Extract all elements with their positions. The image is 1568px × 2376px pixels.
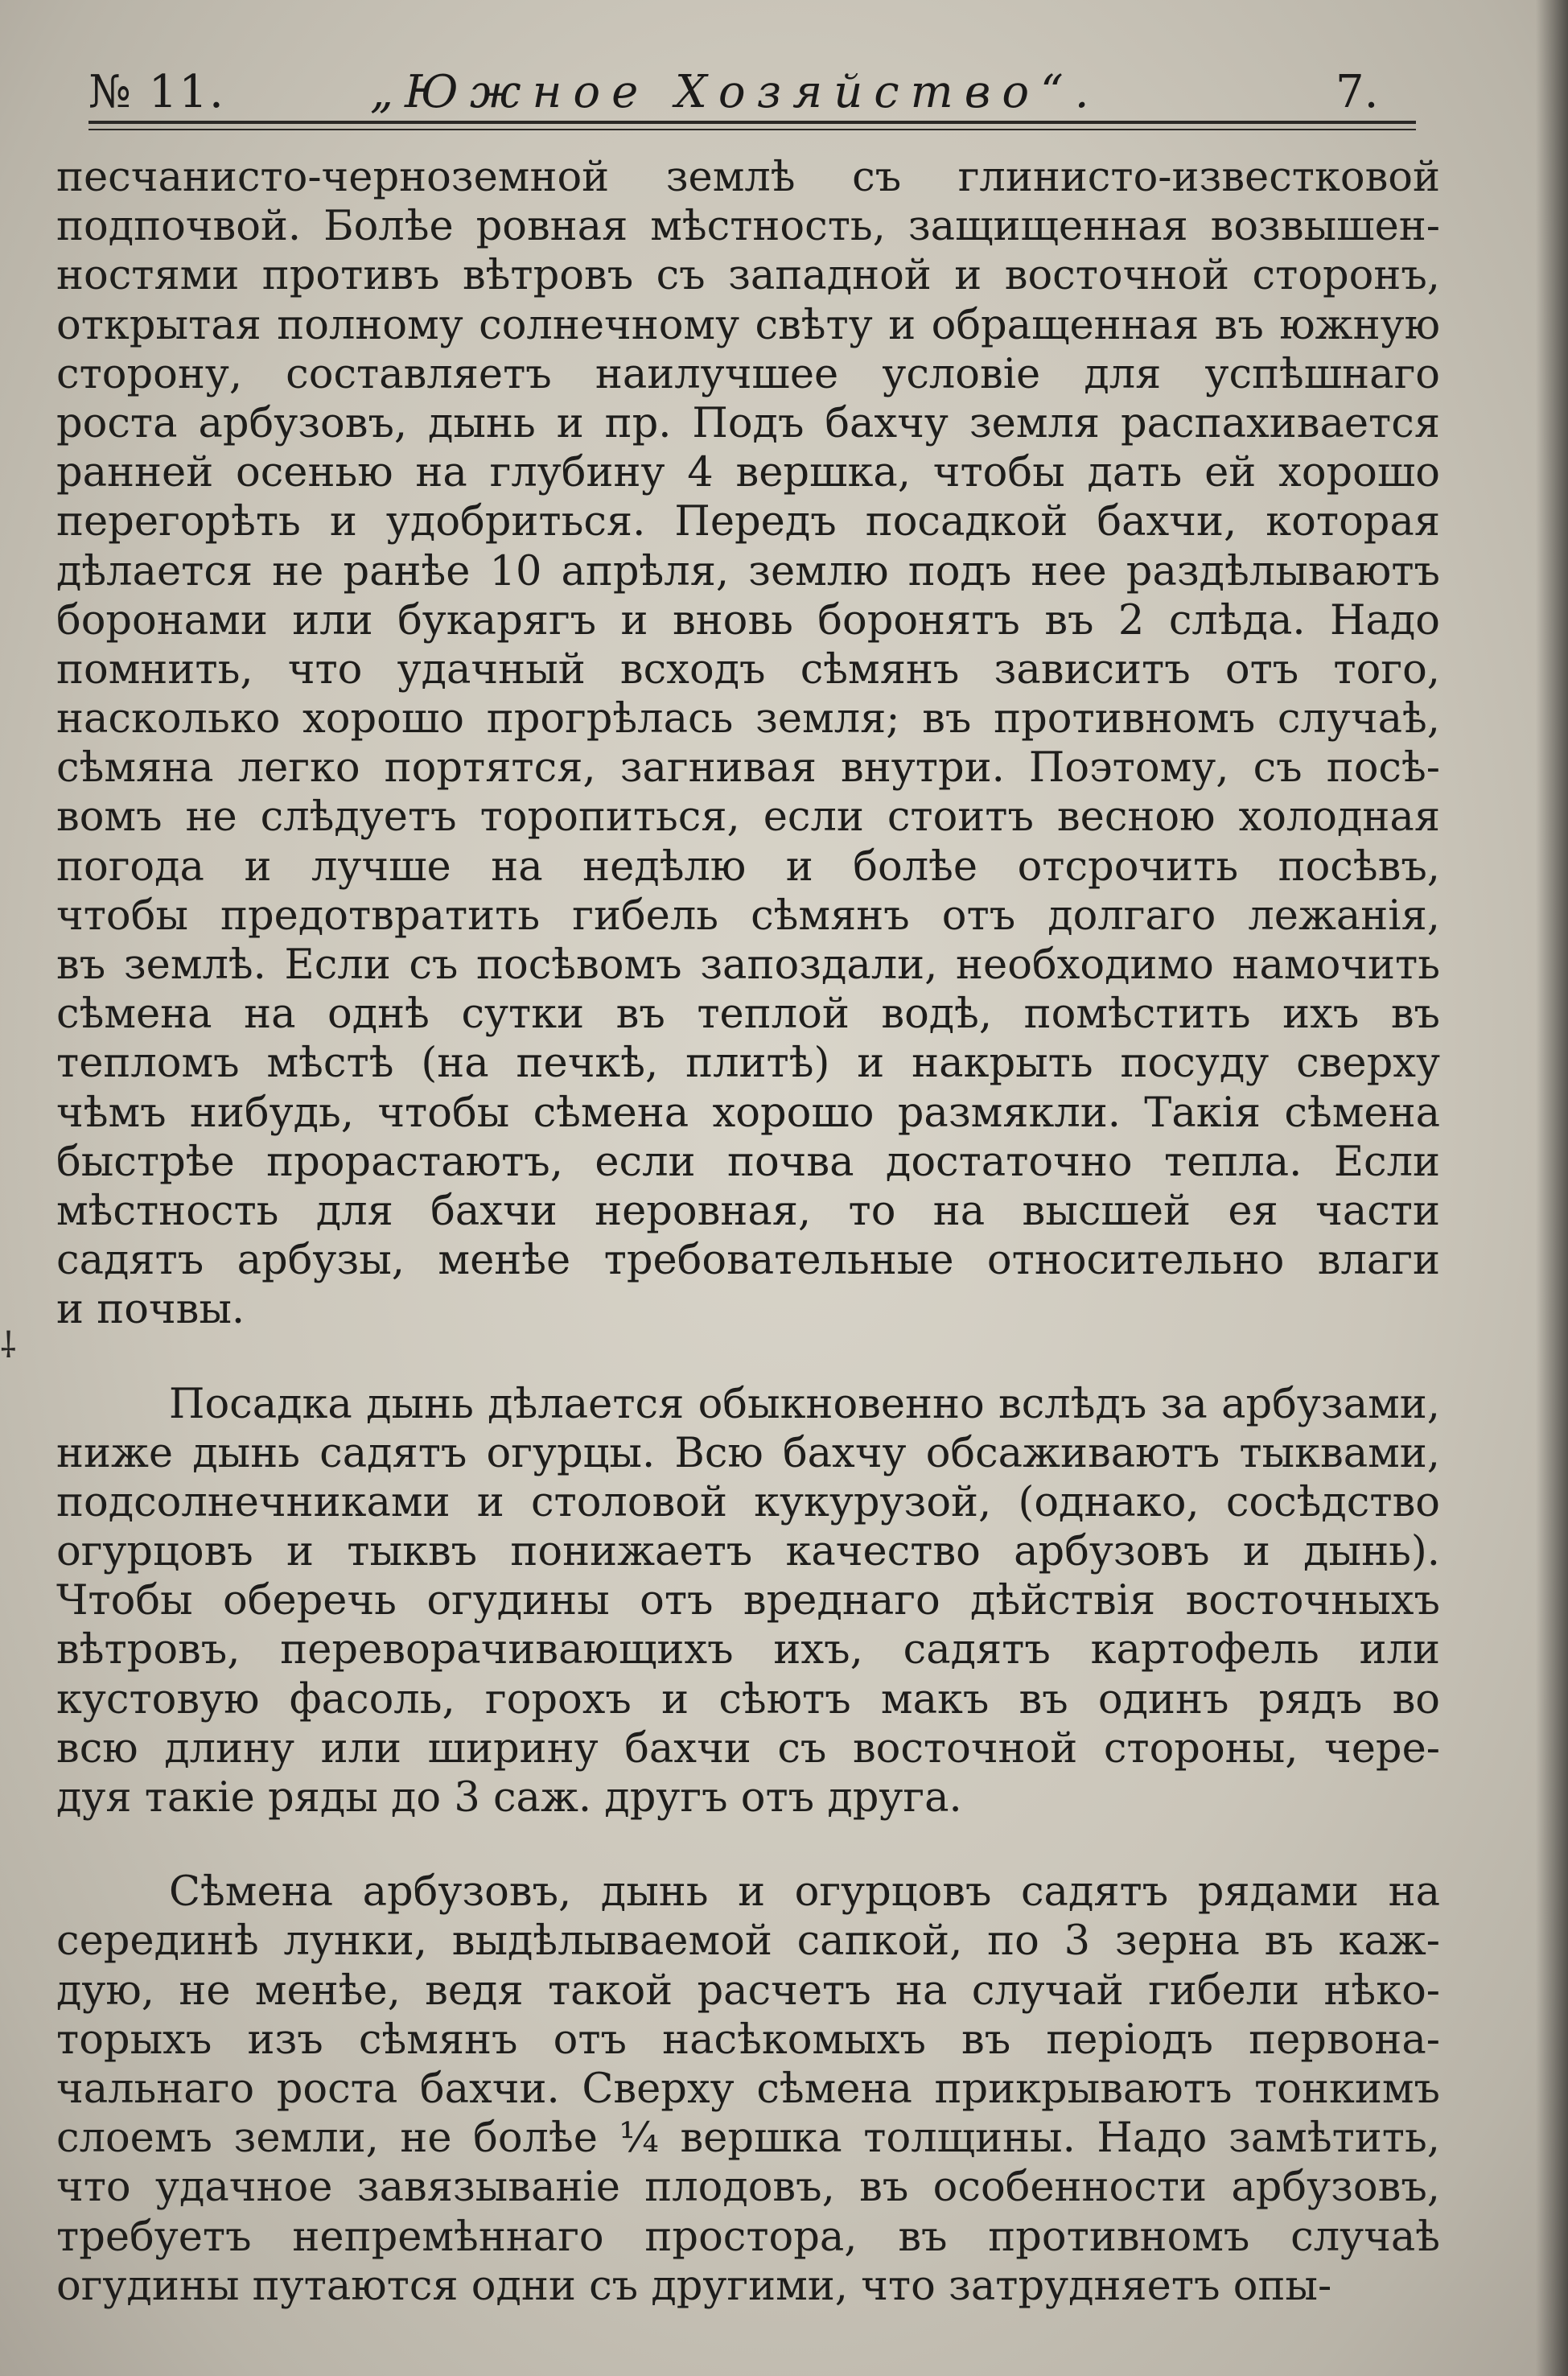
text-line: дѣлается не ранѣе 10 апрѣля, землю подъ нее раздѣлываютъ: [56, 547, 1440, 595]
text-line: тепломъ мѣстѣ (на печкѣ, плитѣ) и накрыть посуду сверху: [56, 1040, 1440, 1088]
text-line: перегорѣть и удобриться. Передъ посадкой бахчи, которая: [56, 498, 1440, 546]
margin-mark-icon: ⸸: [0, 1325, 17, 1366]
page-edge-shadow: [1536, 0, 1568, 2376]
text-line: ранней осенью на глубину 4 вершка, чтобы дать ей хорошо: [56, 449, 1440, 497]
text-line: сторону, составляетъ наилучшее условіе для успѣшнаго: [56, 350, 1440, 398]
text-line: садятъ арбузы, менѣе требовательные относительно влаги: [56, 1237, 1440, 1285]
running-header: [88, 66, 1416, 122]
text-line: насколько хорошо прогрѣлась земля; въ противномъ случаѣ,: [56, 695, 1440, 743]
text-line: боронами или букарягъ и вновь боронятъ въ 2 слѣда. Надо: [56, 596, 1440, 644]
text-line: всю длину или ширину бахчи съ восточной стороны, чере-: [56, 1724, 1440, 1773]
text-line: огурцовъ и тыквъ понижаетъ качество арбузовъ и дынь).: [56, 1528, 1440, 1576]
text-line: подсолнечниками и столовой кукурузой, (однако, сосѣдство: [56, 1478, 1440, 1526]
paragraph: [56, 1867, 1440, 2311]
header-rule-thin: [88, 129, 1416, 130]
paragraph: [56, 153, 1440, 1335]
text-line: и почвы.: [56, 1286, 245, 1334]
text-line: чальнаго роста бахчи. Сверху сѣмена прикрываютъ тонкимъ: [56, 2065, 1440, 2113]
text-line: помнить, что удачный всходъ сѣмянъ зависитъ отъ того,: [56, 645, 1440, 694]
header-rule-thick: [88, 121, 1416, 124]
text-line: вомъ не слѣдуетъ торопиться, если стоитъ весною холодная: [56, 793, 1440, 842]
text-line: вѣтровъ, переворачивающихъ ихъ, садятъ картофель или: [56, 1626, 1440, 1674]
text-line: чтобы предотвратить гибель сѣмянъ отъ долгаго лежанія,: [56, 892, 1440, 940]
text-line: кустовую фасоль, горохъ и сѣютъ макъ въ одинъ рядъ во: [56, 1675, 1440, 1723]
text-line: песчанисто-черноземной землѣ съ глинисто-известковой: [56, 154, 1440, 201]
text-line: огудины путаются одни съ другими, что затрудняетъ опы-: [56, 2262, 1332, 2310]
text-line: что удачное завязываніе плодовъ, въ особенности арбузовъ,: [56, 2164, 1440, 2212]
text-line: Чтобы оберечь огудины отъ вреднаго дѣйствія восточныхъ: [56, 1577, 1440, 1625]
text-line: требуетъ непремѣннаго простора, въ противномъ случаѣ: [56, 2213, 1440, 2261]
text-line: сѣмена на однѣ сутки въ теплой водѣ, помѣстить ихъ въ: [56, 990, 1440, 1039]
text-line: чѣмъ нибудь, чтобы сѣмена хорошо размякли. Такія сѣмена: [56, 1089, 1440, 1137]
text-line: мѣстность для бахчи неровная, то на высшей ея части: [56, 1187, 1440, 1235]
text-line: торыхъ изъ сѣмянъ отъ насѣкомыхъ въ періодъ первона-: [56, 2016, 1440, 2064]
text-line: быстрѣе прорастаютъ, если почва достаточно тепла. Если: [56, 1138, 1440, 1186]
text-line: ниже дынь садятъ огурцы. Всю бахчу обсаживаютъ тыквами,: [56, 1429, 1440, 1477]
text-line: Сѣмена арбузовъ, дынь и огурцовъ садятъ рядами на: [169, 1868, 1440, 1917]
text-line: погода и лучше на недѣлю и болѣе отсрочить посѣвъ,: [56, 842, 1440, 891]
text-line: Посадка дынь дѣлается обыкновенно вслѣдъ за арбузами,: [169, 1380, 1440, 1428]
text-line: серединѣ лунки, выдѣлываемой сапкой, по 3 зерна въ каж-: [56, 1917, 1440, 1966]
text-line: сѣмяна легко портятся, загнивая внутри. Поэтому, съ посѣ-: [56, 744, 1440, 793]
paragraph-gap: [56, 1335, 1440, 1380]
text-line: дую, не менѣе, ведя такой расчетъ на случай гибели нѣко-: [56, 1966, 1440, 2015]
text-line: роста арбузовъ, дынь и пр. Подъ бахчу земля распахивается: [56, 399, 1440, 447]
issue-number: № 11.: [88, 66, 225, 118]
text-line: открытая полному солнечному свѣту и обращенная въ южную: [56, 301, 1440, 349]
journal-title: „Южное Хозяйство“.: [370, 66, 1101, 118]
text-line: дуя такіе ряды до 3 саж. другъ отъ друга.: [56, 1774, 962, 1822]
page-number: 7.: [1335, 66, 1379, 118]
text-line: слоемъ земли, не болѣе ¼ вершка толщины. Надо замѣтить,: [56, 2115, 1440, 2163]
paragraph-gap: [56, 1822, 1440, 1867]
text-line: ностями противъ вѣтровъ съ западной и восточной сторонъ,: [56, 252, 1440, 300]
paragraph: [56, 1380, 1440, 1823]
text-line: подпочвой. Болѣе ровная мѣстность, защищенная возвышен-: [56, 203, 1440, 251]
body-text: [56, 153, 1440, 2311]
text-line: въ землѣ. Если съ посѣвомъ запоздали, необходимо намочить: [56, 941, 1440, 989]
